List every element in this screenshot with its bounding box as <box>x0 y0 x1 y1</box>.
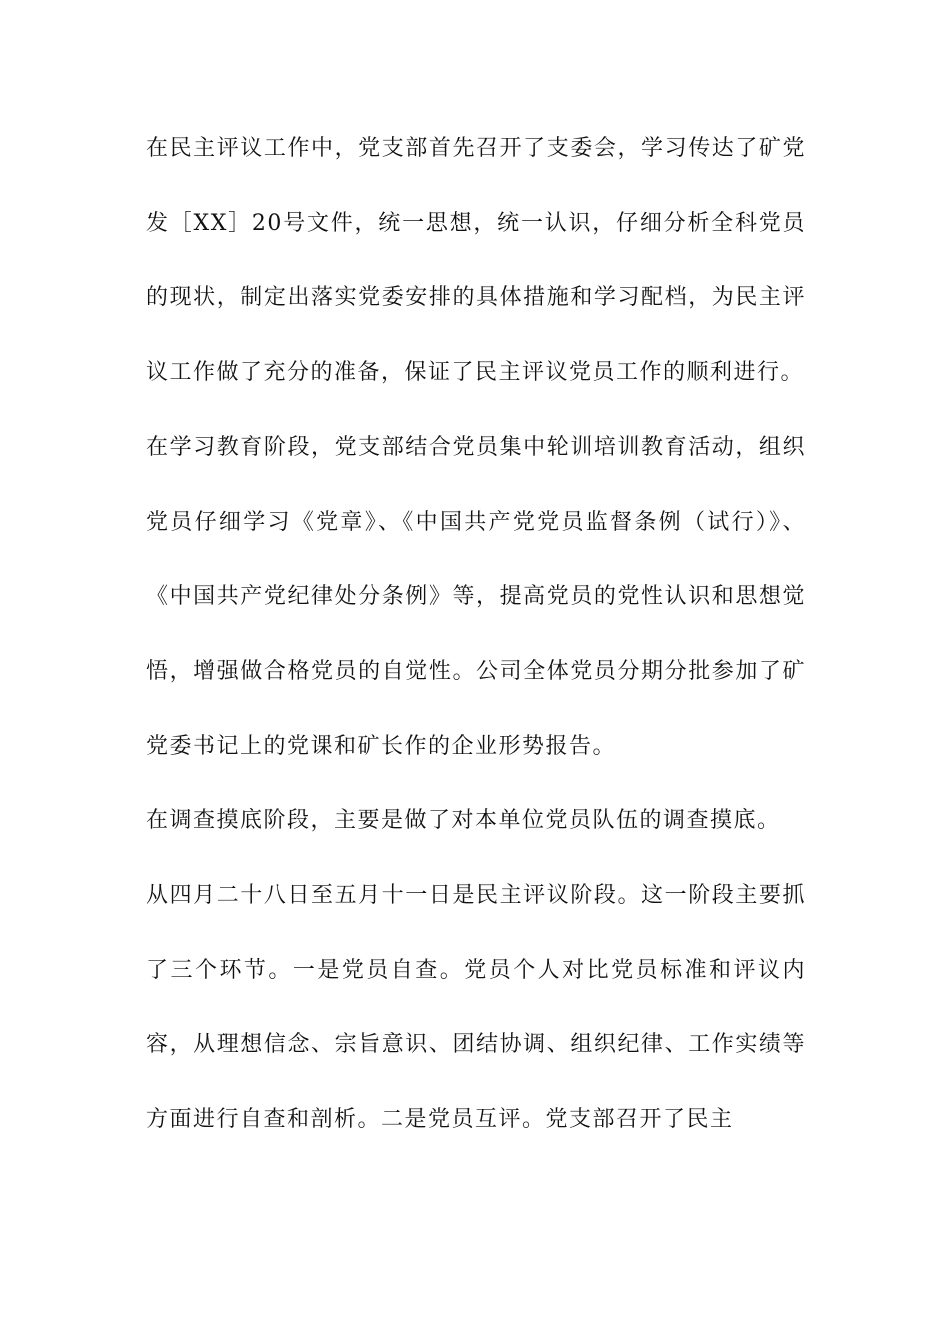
paragraph-2: 在学习教育阶段，党支部结合党员集中轮训培训教育活动，组织党员仔细学习《党章》、《中国共产党党员监督条例（试行）》、《中国共产党纪律处分条例》等，提高党员的党性认识和思想觉悟，增强做合格党员的自觉性。公司全体党员分期分批参加了矿党委书记上的党课和矿长作的企业形势报告。 <box>146 434 806 759</box>
paragraph-4: 从四月二十八日至五月十一日是民主评议阶段。这一阶段主要抓了三个环节。一是党员自查。党员个人对比党员标准和评议内容，从理想信念、宗旨意识、团结协调、组织纪律、工作实绩等方面进行自查和剖析。二是党员互评。党支部召开了民主 <box>146 883 806 1133</box>
paragraph-1: 在民主评议工作中，党支部首先召开了支委会，学习传达了矿党发［XX］20号文件，统一思想，统一认识，仔细分析全科党员的现状，制定出落实党委安排的具体措施和学习配档，为民主评议工作做了充分的准备，保证了民主评议党员工作的顺利进行。 <box>146 136 806 386</box>
paragraph-3: 在调查摸底阶段，主要是做了对本单位党员队伍的调查摸底。 <box>146 808 781 834</box>
document-body <box>146 112 806 1158</box>
